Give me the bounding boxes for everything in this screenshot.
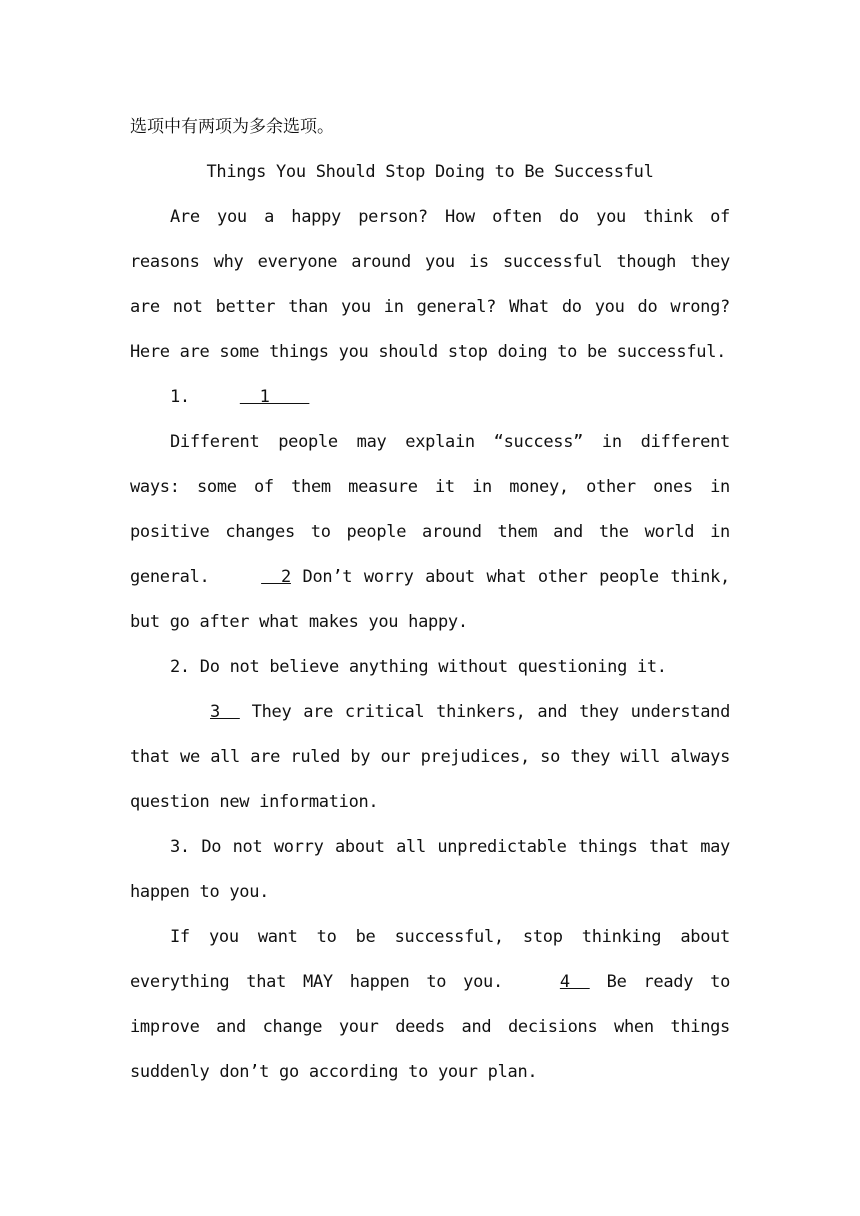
blank-2: 2 bbox=[261, 567, 291, 587]
blank-4: 4 bbox=[559, 972, 590, 992]
paragraph-3-text: They are critical thinkers, and they understand that we all are ruled by our prejudices, so they will always question new information. bbox=[130, 702, 730, 812]
paragraph-2 bbox=[130, 420, 730, 645]
paragraph-2-text: Different people may explain “success” in different ways: some of them measure it in money, other ones in positive changes to people around them and the world in general. bbox=[130, 432, 730, 587]
item-2-heading: 2. Do not believe anything without questioning it. bbox=[170, 657, 667, 677]
article-title: Things You Should Stop Doing to Be Successful bbox=[206, 162, 654, 182]
item-1-heading bbox=[130, 375, 730, 420]
paragraph-2-tail: Don’t worry about what other people think, but go after what makes you happy. bbox=[130, 567, 730, 632]
document-page bbox=[130, 105, 730, 1095]
blank-3: 3 bbox=[210, 702, 240, 722]
paragraph-4-text: If you want to be successful, stop thinking about everything that MAY happen to you. bbox=[130, 927, 730, 992]
opening-paragraph: Are you a happy person? How often do you think of reasons why everyone around you is successful though they are not better than you in general? What do you do wrong? Here are some things you should stop doing to be successful. bbox=[130, 207, 730, 362]
item-3-heading: 3. Do not worry about all unpredictable things that may happen to you. bbox=[130, 837, 730, 902]
item-1-number: 1. bbox=[170, 387, 190, 407]
blank-1: 1 bbox=[239, 387, 310, 407]
paragraph-4-tail: Be ready to improve and change your deeds and decisions when things suddenly don’t go according to your plan. bbox=[130, 972, 730, 1082]
paragraph-3 bbox=[130, 690, 730, 825]
intro-line: 选项中有两项为多余选项。 bbox=[130, 117, 334, 137]
paragraph-4 bbox=[130, 915, 730, 1095]
